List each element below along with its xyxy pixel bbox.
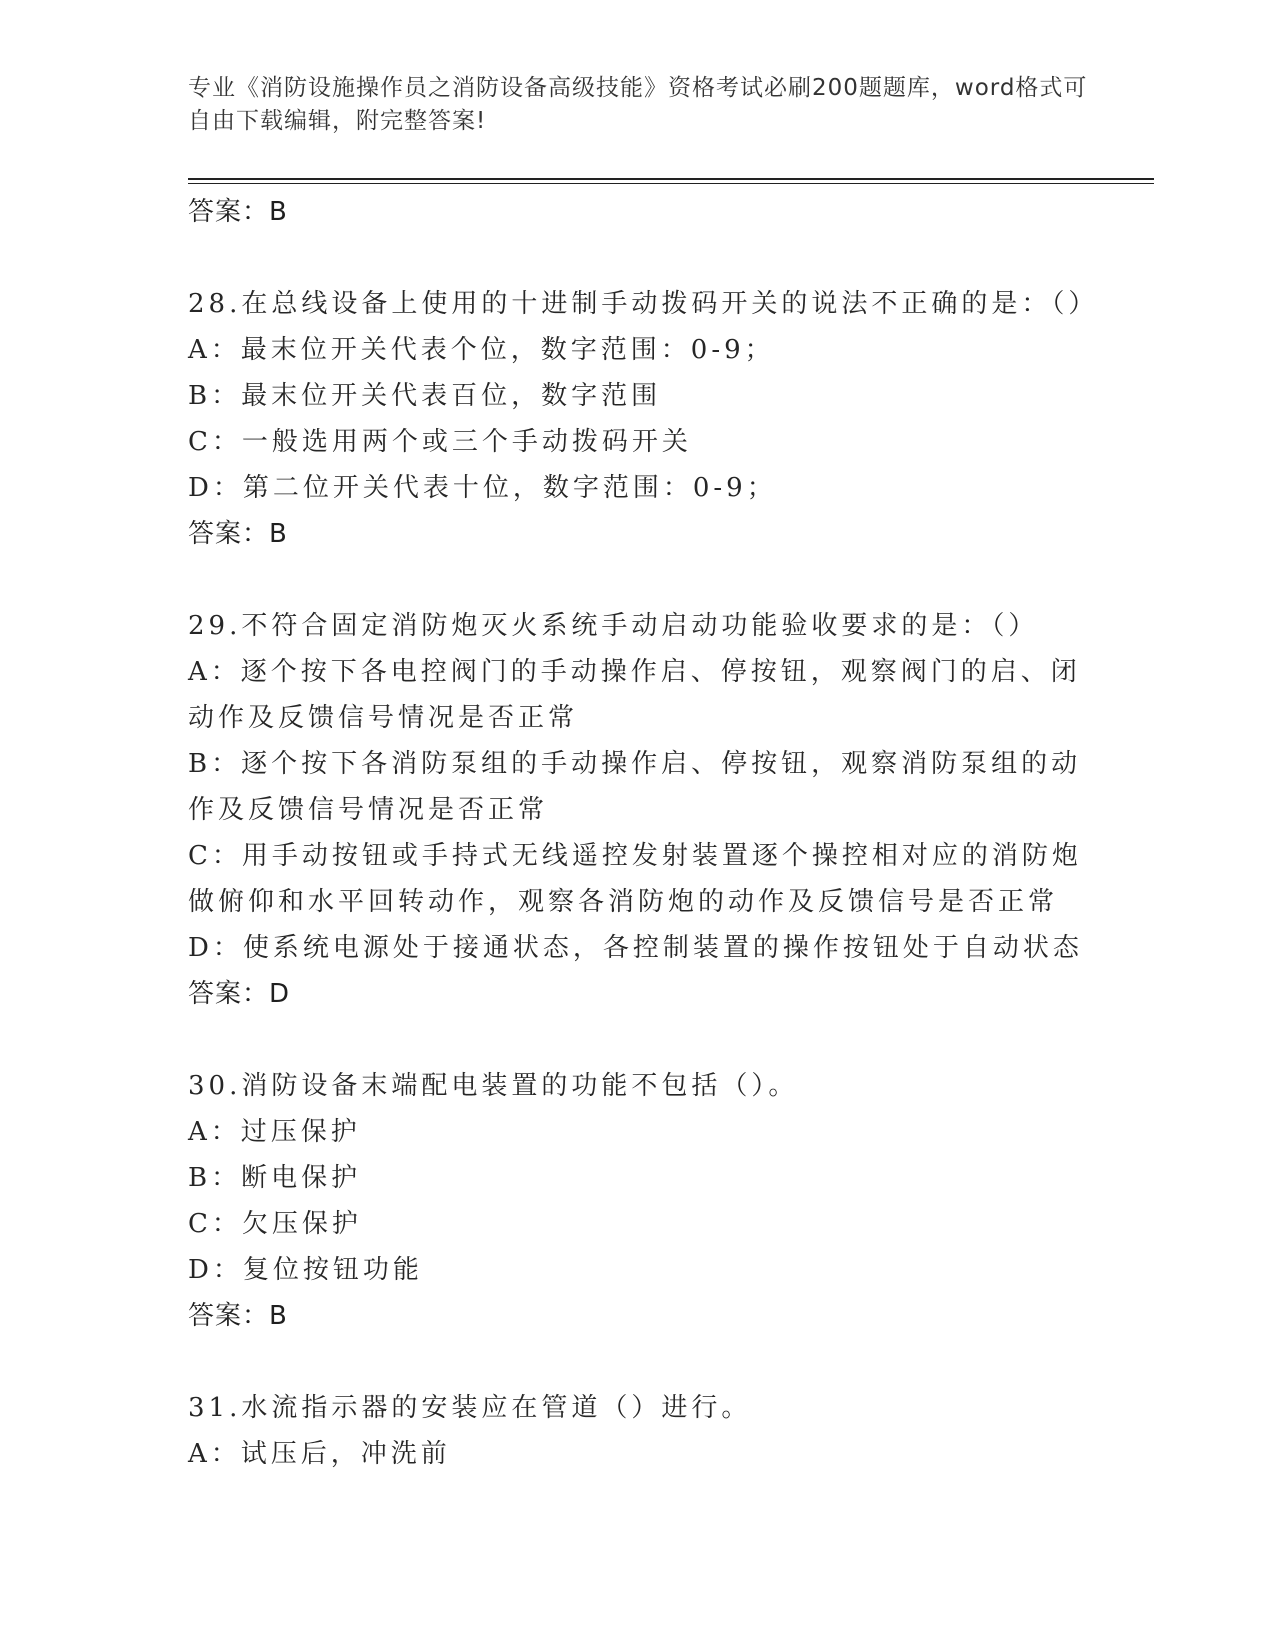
question-31 <box>188 1385 1088 1477</box>
option-a: A：试压后，冲洗前 <box>188 1439 451 1469</box>
option-a: A：过压保护 <box>188 1117 361 1147</box>
option-a: A：逐个按下各电控阀门的手动操作启、停按钮，观察阀门的启、闭动作及反馈信号情况是否正常 <box>188 657 1081 733</box>
option-d: D：复位按钮功能 <box>188 1255 423 1285</box>
document-header <box>188 72 1088 138</box>
option-c: C：用手动按钮或手持式无线遥控发射装置逐个操控相对应的消防炮做俯仰和水平回转动作，观察各消防炮的动作及反馈信号是否正常 <box>188 841 1082 917</box>
option-a: A：最末位开关代表个位，数字范围：0-9； <box>188 335 775 365</box>
header-text: 专业《消防设施操作员之消防设备高级技能》资格考试必刷200题题库，word格式可自由下载编辑，附完整答案! <box>188 75 1088 134</box>
header-divider-thin <box>188 183 1154 184</box>
question-30 <box>188 1063 1088 1339</box>
spacer <box>188 557 1088 603</box>
answer-text: 答案：D <box>188 979 291 1009</box>
spacer <box>188 1017 1088 1063</box>
option-c: C：欠压保护 <box>188 1209 362 1239</box>
option-c: C：一般选用两个或三个手动拨码开关 <box>188 427 692 457</box>
question-text: 28.在总线设备上使用的十进制手动拨码开关的说法不正确的是：（） <box>188 289 1099 319</box>
question-text: 30.消防设备末端配电装置的功能不包括（）。 <box>188 1071 799 1101</box>
answer-text: 答案：B <box>188 1301 288 1331</box>
question-list <box>188 189 1099 1477</box>
header-divider <box>188 178 1154 180</box>
question-text: 31.水流指示器的安装应在管道（）进行。 <box>188 1393 752 1423</box>
option-b: B：最末位开关代表百位，数字范围 <box>188 381 662 411</box>
option-b: B：逐个按下各消防泵组的手动操作启、停按钮，观察消防泵组的动作及反馈信号情况是否正常 <box>188 749 1082 825</box>
answer-27: 答案：B <box>188 197 288 227</box>
question-28 <box>188 281 1099 557</box>
option-b: B：断电保护 <box>188 1163 362 1193</box>
answer-text: 答案：B <box>188 519 288 549</box>
option-d: D：使系统电源处于接通状态，各控制装置的操作按钮处于自动状态 <box>188 933 1083 963</box>
option-d: D：第二位开关代表十位，数字范围：0-9； <box>188 473 777 503</box>
spacer <box>188 1339 1088 1385</box>
question-text: 29.不符合固定消防炮灭火系统手动启动功能验收要求的是：（） <box>188 611 1039 641</box>
question-29 <box>188 603 1088 1017</box>
spacer <box>188 235 1088 281</box>
